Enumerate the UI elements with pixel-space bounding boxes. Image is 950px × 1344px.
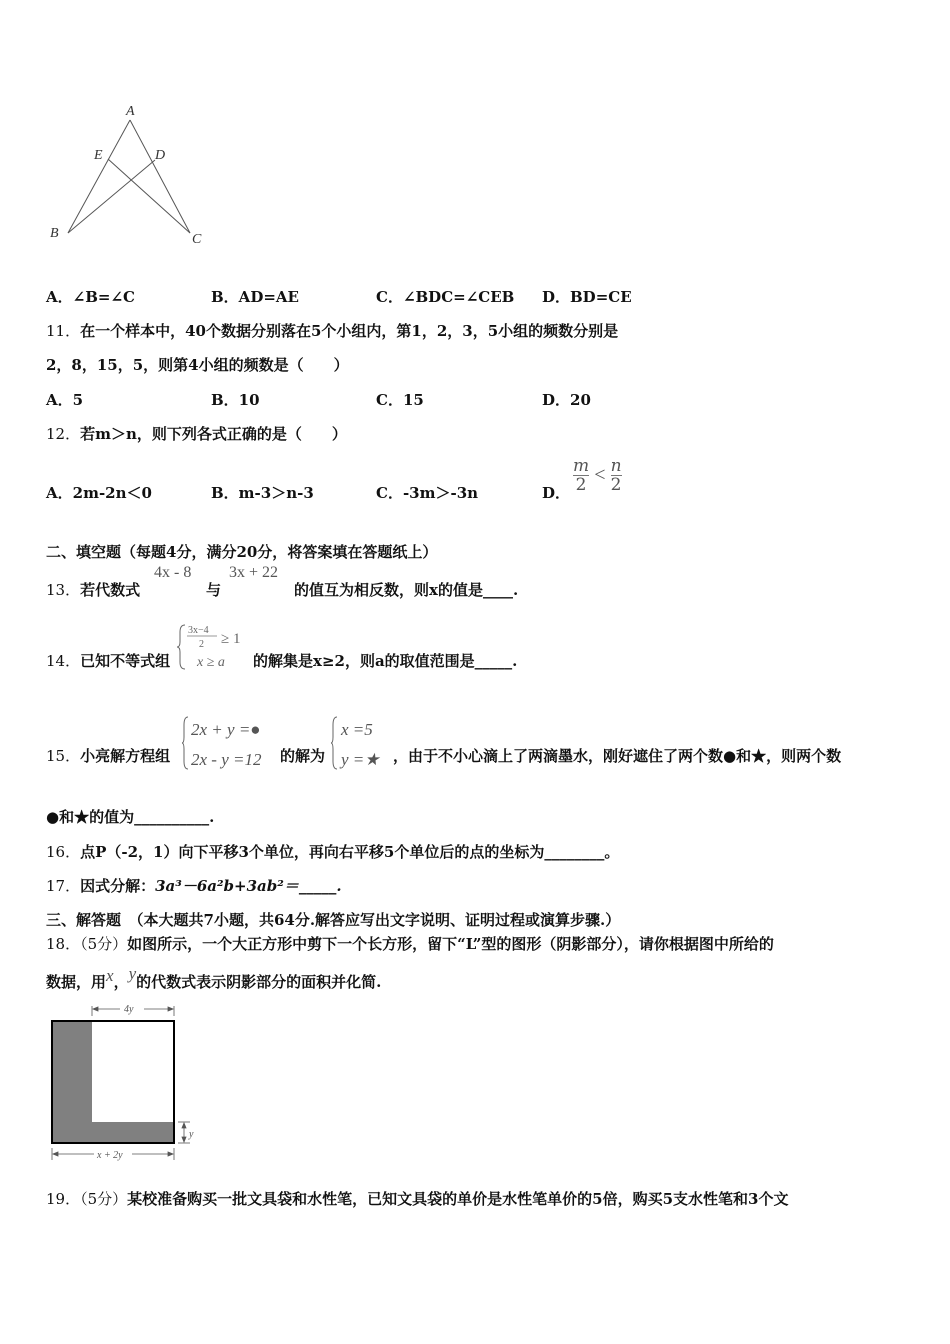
q12-option-b: B．m-3＞n-3 bbox=[211, 484, 314, 502]
q18-line2: 数据，用x，y的代数式表示阴影部分的面积并化简. bbox=[46, 964, 382, 991]
q14-text: 14．已知不等式组 bbox=[46, 652, 171, 670]
q14-system-brace bbox=[177, 622, 252, 672]
label-b: B bbox=[50, 226, 59, 241]
q13-expr1: 4x - 8 bbox=[154, 564, 192, 581]
q14-top-denominator: 2 bbox=[199, 639, 204, 650]
q11-option-d: D．20 bbox=[542, 391, 591, 409]
q12-option-d: D． bbox=[542, 484, 571, 502]
q10-option-a: A．∠B=∠C bbox=[46, 288, 135, 306]
q12-option-c: C．-3m＞-3n bbox=[376, 484, 479, 502]
q12-question: 12．若m＞n，则下列各式正确的是（ ） bbox=[46, 425, 347, 443]
q10-option-c: C．∠BDC=∠CEB bbox=[376, 288, 515, 306]
fig-right-label: y bbox=[189, 1129, 194, 1140]
fig-bottom-label: x + 2y bbox=[97, 1150, 123, 1161]
q14-top-relation: ≥ 1 bbox=[221, 631, 241, 647]
q11-option-b: B．10 bbox=[211, 391, 260, 409]
label-c: C bbox=[192, 232, 202, 247]
label-e: E bbox=[94, 148, 103, 163]
q10-option-b: B．AD=AE bbox=[211, 288, 299, 306]
section3-title: 三、解答题 （本大题共7小题，共64分.解答应写出文字说明、证明过程或演算步骤.） bbox=[46, 911, 621, 929]
q14-top-numerator: 3x−4 bbox=[188, 625, 209, 636]
q10-option-d: D．BD=CE bbox=[542, 288, 632, 306]
q11-line2: 2，8，15，5，则第4小组的频数是（ ） bbox=[46, 356, 349, 374]
q12-option-d-expression: $\frac{m}{2}$ < $\frac{n}{2}$ bbox=[573, 456, 622, 495]
q15-eq2: 2x - y =12 bbox=[191, 750, 262, 769]
q18-line1: 18．（5分）如图所示，一个大正方形中剪下一个长方形，留下“L”型的图形（阴影部分），请你根据图中所给的 bbox=[46, 935, 774, 953]
q15-system bbox=[182, 713, 280, 773]
q15-text: 15．小亮解方程组 bbox=[46, 747, 171, 765]
q13-post: 的值互为相反数，则x的值是____. bbox=[294, 581, 519, 599]
l-shape-figure bbox=[44, 998, 204, 1168]
q14-bottom: x ≥ a bbox=[197, 655, 225, 670]
section2-title: 二、填空题（每题4分，满分20分，将答案填在答题纸上） bbox=[46, 543, 438, 561]
q15-sol2: y =★ bbox=[341, 750, 380, 769]
q13-expr2: 3x + 22 bbox=[229, 564, 279, 581]
q15-solution bbox=[331, 713, 395, 773]
q14-post: 的解集是x≥2，则a的取值范围是_____. bbox=[253, 652, 518, 670]
q13-text: 13．若代数式 bbox=[46, 581, 141, 599]
label-a: A bbox=[126, 104, 135, 119]
q15-line2: ●和★的值为__________. bbox=[46, 808, 215, 826]
q15-mid: 的解为 bbox=[280, 747, 326, 765]
q11-line1: 11．在一个样本中，40个数据分别落在5个小组内，第1，2，3，5小组的频数分别是 bbox=[46, 322, 619, 340]
q13-mid: 与 bbox=[206, 581, 222, 599]
q15-post: ，由于不小心滴上了两滴墨水，刚好遮住了两个数●和★，则两个数 bbox=[393, 747, 842, 765]
q12-option-a: A．2m-2n＜0 bbox=[46, 484, 152, 502]
label-d: D bbox=[155, 148, 166, 163]
q11-option-a: A．5 bbox=[46, 391, 84, 409]
q16-text: 16．点P（-2，1）向下平移3个单位，再向右平移5个单位后的点的坐标为________。 bbox=[46, 843, 620, 861]
triangle-figure bbox=[40, 95, 220, 255]
fig-top-label: 4y bbox=[124, 1004, 134, 1015]
q15-eq1: 2x + y =● bbox=[191, 720, 261, 739]
q17-text: 17．因式分解：3a³－6a²b+3ab²＝_____. bbox=[46, 877, 342, 895]
q15-sol1: x =5 bbox=[341, 720, 373, 739]
q11-option-c: C．15 bbox=[376, 391, 424, 409]
q19-text: 19．（5分）某校准备购买一批文具袋和水性笔，已知文具袋的单价是水性笔单价的5倍，购买5支水性笔和3个文 bbox=[46, 1190, 789, 1208]
